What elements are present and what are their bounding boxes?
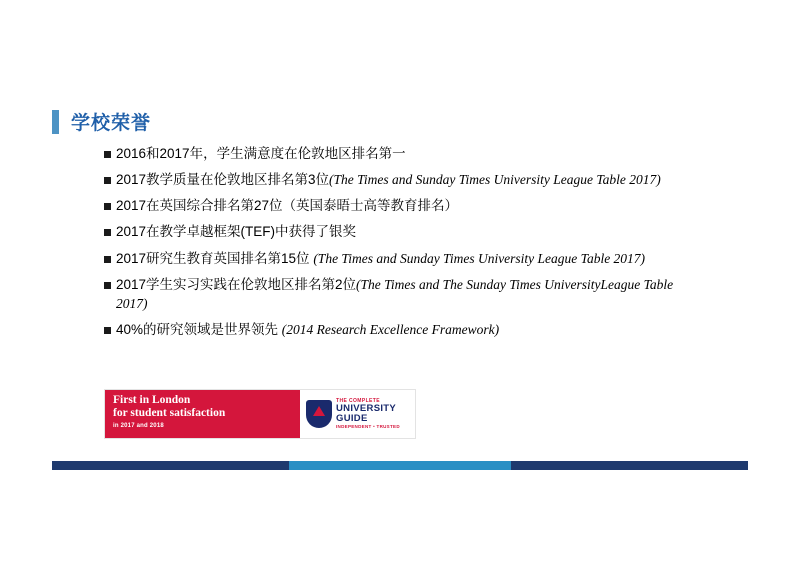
list-item [104,144,704,163]
badge-bottom-text: INDEPENDENT • TRUSTED [336,423,400,429]
university-guide-logo-text [336,399,415,430]
list-item [104,320,704,339]
award-line-3: in 2017 and 2018 [113,422,164,429]
footer-segment-blue-middle [289,461,512,470]
list-item [104,196,704,215]
award-banner-image [104,389,416,439]
list-item [104,275,704,313]
list-item-text: 2017学生实习实践在伦敦地区排名第2位(The Times and The Sunday Times UniversityLeague Table 2017) [116,276,674,311]
list-item [104,222,704,241]
square-bullet-icon [104,282,111,289]
footer-divider [52,461,748,470]
list-item-text: 40%的研究领域是世界领先 (2014 Research Excellence Framework) [116,322,500,338]
list-item-text: 2017在教学卓越框架(TEF)中获得了银奖 [116,224,357,240]
slide-title [52,108,151,135]
square-bullet-icon [104,327,111,334]
list-item [104,170,704,189]
badge-main-text: UNIVERSITY GUIDE [336,402,396,424]
list-item-text: 2017在英国综合排名第27位（英国泰晤士高等教育排名） [116,198,459,214]
award-banner-red-panel [105,390,300,438]
shield-icon [306,400,332,428]
list-item-text: 2016和2017年，学生满意度在伦敦地区排名第一 [116,146,406,161]
badge-top-text: THE COMPLETE [336,397,380,404]
list-item-text: 2017研究生教育英国排名第15位 (The Times and Sunday Times University League Table 2017) [116,250,646,266]
square-bullet-icon [104,256,111,263]
square-bullet-icon [104,229,111,236]
bullet-list [104,144,704,346]
footer-segment-navy-left [52,461,289,470]
square-bullet-icon [104,151,111,158]
list-item-text: 2017教学质量在伦敦地区排名第3位(The Times and Sunday Times University League Table 2017) [116,172,661,188]
list-item [104,249,704,268]
title-accent-bar [52,110,59,134]
award-line-1: First in London [113,394,191,406]
square-bullet-icon [104,203,111,210]
page-title: 学校荣誉 [71,113,152,134]
award-line-2: for student satisfaction [113,406,226,419]
footer-segment-navy-right [511,461,748,470]
square-bullet-icon [104,177,111,184]
university-guide-logo [300,390,415,438]
